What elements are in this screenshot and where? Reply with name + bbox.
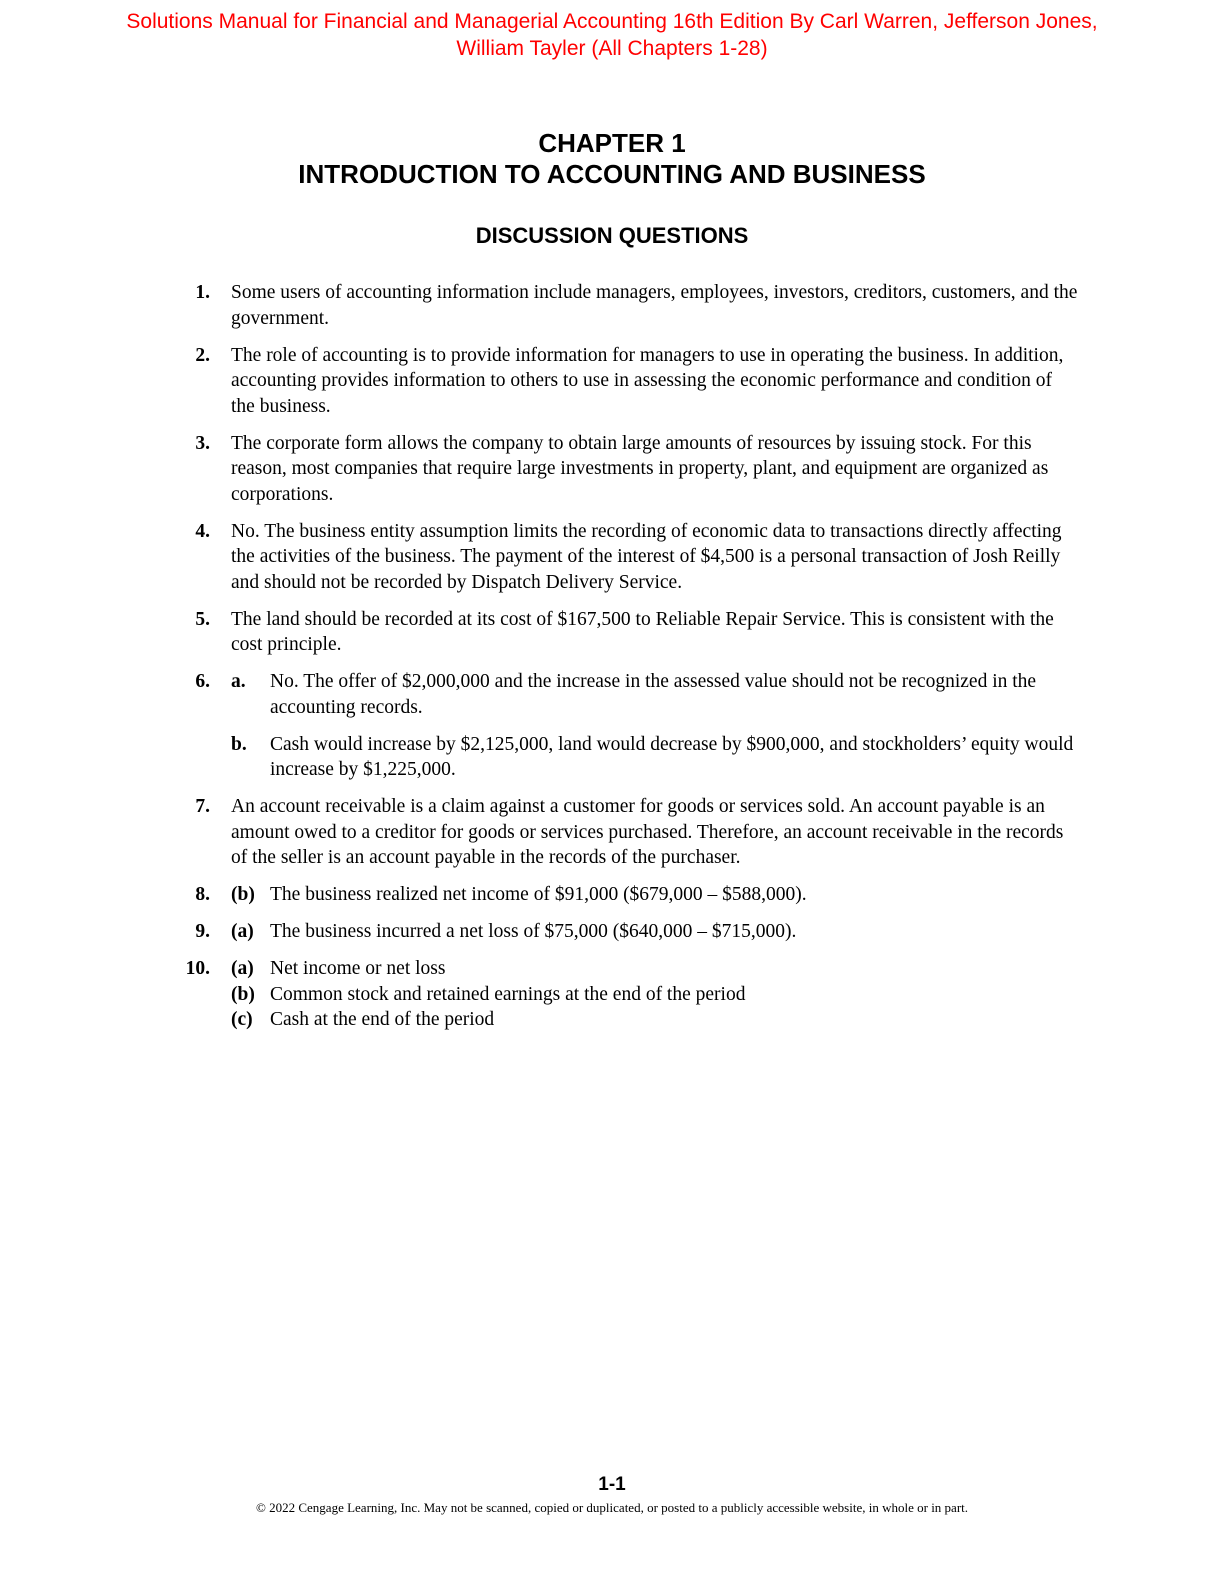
section-heading: DISCUSSION QUESTIONS: [475, 223, 749, 248]
question-10: [180, 956, 1080, 1033]
question-answer: The corporate form allows the company to obtain large amounts of resources by issuing stock. For this reason, most companies that require large investments in property, plant, and equipment are organized as corporations.: [231, 432, 1049, 505]
sub-answer-b: [231, 982, 1080, 1008]
question-2: [180, 343, 1080, 420]
banner-line-2: William Tayler (All Chapters 1-28): [456, 37, 768, 60]
question-answer: [231, 882, 1080, 908]
discussion-questions-list: [180, 280, 1080, 1044]
sub-answer-text: The business incurred a net loss of $75,000 ($640,000 – $715,000).: [270, 921, 797, 942]
sub-answer-b: [231, 882, 1080, 908]
question-answer: An account receivable is a claim against a customer for goods or services sold. An account payable is an amount owed to a creditor for goods or services purchased. Therefore, an account receivable in the records of the seller is an account payable in the records of the purchaser.: [231, 796, 1064, 868]
question-answer: The land should be recorded at its cost of $167,500 to Reliable Repair Service. This is consistent with the cost principle.: [231, 608, 1054, 655]
question-number: 5.: [195, 608, 210, 630]
question-number: 9.: [195, 921, 210, 942]
question-number: 6.: [195, 671, 210, 692]
sub-answer-c: [231, 1007, 1080, 1033]
sub-answer-text: Net income or net loss: [270, 958, 446, 979]
sub-answer-label: (b): [231, 983, 255, 1005]
sub-answer-b: [231, 732, 1080, 783]
question-7: [180, 794, 1080, 871]
chapter-heading: [0, 128, 1224, 190]
sub-answer-label: (c): [231, 1009, 253, 1030]
question-answer: Some users of accounting information include managers, employees, investors, creditors, customers, and the government.: [231, 282, 1078, 329]
sub-answer-label: a.: [231, 671, 246, 692]
sub-answer-a: [231, 919, 1080, 945]
sub-answer-label: b.: [231, 733, 247, 755]
banner-line-1: Solutions Manual for Financial and Managerial Accounting 16th Edition By Carl Warren, Jefferson Jones,: [126, 10, 1098, 33]
sub-answer-label: (a): [231, 921, 254, 942]
question-1: [180, 280, 1080, 331]
chapter-number: CHAPTER 1: [538, 128, 686, 158]
sub-answer-label: (b): [231, 884, 255, 905]
question-6: [180, 669, 1080, 783]
question-number: 2.: [195, 344, 210, 366]
question-9: [180, 919, 1080, 945]
question-answer: The role of accounting is to provide information for managers to use in operating the business. In addition, accounting provides information to others to use in assessing the economic performance and condition of the business.: [231, 344, 1064, 417]
question-number: 1.: [195, 282, 210, 303]
chapter-title: INTRODUCTION TO ACCOUNTING AND BUSINESS: [298, 159, 926, 189]
sub-answer-text: The business realized net income of $91,000 ($679,000 – $588,000).: [270, 884, 807, 905]
question-3: [180, 431, 1080, 508]
question-8: [180, 882, 1080, 908]
sub-answer-text: Cash would increase by $2,125,000, land would decrease by $900,000, and stockholders’ equity would increase by $1,225,000.: [270, 733, 1074, 780]
question-answer: [231, 669, 1080, 783]
question-5: [180, 607, 1080, 658]
sub-answer-a: [231, 669, 1080, 720]
question-number: 7.: [195, 796, 210, 817]
sub-answer-text: Cash at the end of the period: [270, 1009, 495, 1030]
sub-answer-text: No. The offer of $2,000,000 and the increase in the assessed value should not be recognized in the accounting records.: [270, 671, 1037, 718]
question-number: 10.: [185, 958, 210, 979]
question-number: 4.: [195, 520, 210, 542]
question-answer: [231, 919, 1080, 945]
solutions-manual-banner: [60, 8, 1164, 62]
sub-answer-label: (a): [231, 958, 254, 979]
question-answer: [231, 956, 1080, 1033]
copyright-notice: © 2022 Cengage Learning, Inc. May not be scanned, copied or duplicated, or posted to a publicly accessible website, in whole or in part.: [255, 1500, 969, 1515]
page-number: 1-1: [598, 1474, 626, 1495]
sub-answer-a: [231, 956, 1080, 982]
sub-answer-text: Common stock and retained earnings at the end of the period: [270, 983, 746, 1005]
question-4: [180, 519, 1080, 596]
question-number: 8.: [195, 884, 210, 905]
question-answer: No. The business entity assumption limits the recording of economic data to transactions directly affecting the activities of the business. The payment of the interest of $4,500 is a personal transaction of Josh Reilly and should not be recorded by Dispatch Delivery Service.: [231, 520, 1062, 593]
question-number: 3.: [195, 432, 210, 454]
